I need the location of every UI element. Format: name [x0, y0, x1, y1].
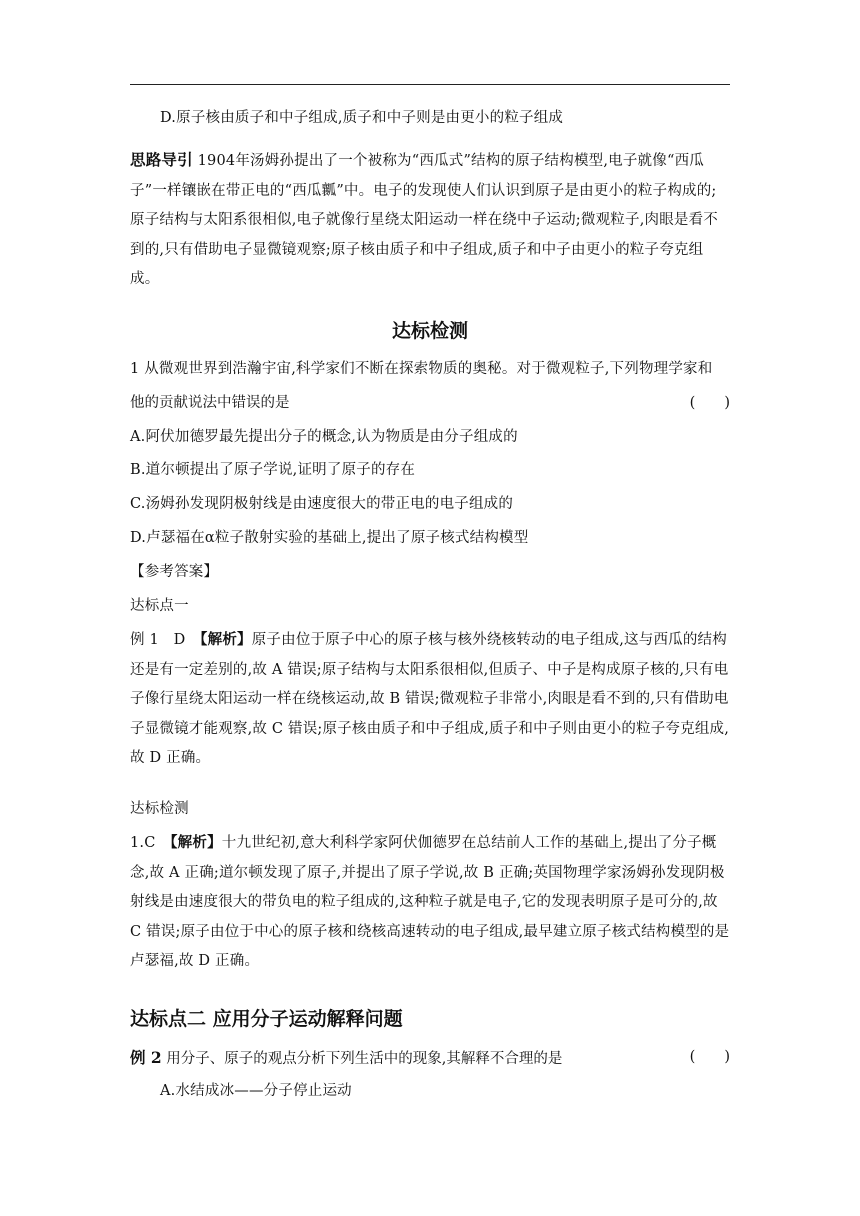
reference-answer-header: 【参考答案】	[130, 564, 219, 580]
guidance-paragraph	[130, 145, 730, 295]
answer-parentheses: ( )	[689, 395, 730, 411]
check-1-analysis-text: 十九世纪初,意大利科学家阿伏伽德罗在总结前人工作的基础上,提出了分子概念,故 A 正确;道尔顿发现了原子,并提出了原子学说,故 B 正确;英国物理学家汤姆孙发现阴极射线是由速度很大的带负电的粒子组成的,这种粒子就是电子,它的发现表明原子是可分的,故 C 错误;原子由位于中心的原子核和绕核高速转动的电子组成,最早建立原子核式结构模型的是卢瑟福,故 D 正确。	[130, 835, 730, 969]
example-1-analysis-text: 原子由位于原子中心的原子核与核外绕核转动的电子组成,这与西瓜的结构还是有一定差别的,故 A 错误;原子结构与太阳系很相似,但质子、中子是构成原子核的,只有电子像行星绕太阳运动一样在绕核运动,故 B 错误;微观粒子非常小,肉眼是看不到的,只有借助电子显微镜才能观察,故 C 错误;原子核由质子和中子组成,质子和中子则由更小的粒子夸克组成,故 D 正确。	[130, 632, 730, 766]
example-2-stem: 用分子、原子的观点分析下列生活中的现象,其解释不合理的是	[166, 1051, 563, 1067]
point-one-label: 达标点一	[130, 598, 189, 614]
header-rule	[130, 84, 730, 85]
point-two-title: 达标点二 应用分子运动解释问题	[130, 1008, 403, 1030]
guidance-text: 1904年汤姆孙提出了一个被称为“西瓜式”结构的原子结构模型,电子就像“西瓜子”一样镶嵌在带正电的“西瓜瓤”中。电子的发现使人们认识到原子是由更小的粒子构成的;原子结构与太阳系很相似,电子就像行星绕太阳运动一样在绕中子运动;微观粒子,肉眼是看不到的,只有借助电子显微镜观察;原子核由质子和中子组成,质子和中子由更小的粒子夸克组成。	[130, 153, 718, 287]
option-d-line: D.原子核由质子和中子组成,质子和中子则是由更小的粒子组成	[160, 110, 564, 126]
example-2-label: 例 2	[130, 1048, 162, 1067]
option-a: A.阿伏加德罗最先提出分子的概念,认为物质是由分子组成的	[130, 429, 518, 445]
example-2-row	[130, 1043, 730, 1075]
guidance-label: 思路导引	[130, 150, 193, 169]
example-2-parentheses: ( )	[689, 1049, 730, 1065]
example-1-answer	[130, 625, 730, 774]
check-label: 达标检测	[130, 801, 189, 817]
example-2-stem-wrap	[130, 1043, 562, 1075]
option-d: D.卢瑟福在α粒子散射实验的基础上,提出了原子核式结构模型	[130, 530, 529, 546]
question-1-stem-line1: 1 从微观世界到浩瀚宇宙,科学家们不断在探索物质的奥秘。对于微观粒子,下列物理学家和	[130, 361, 713, 377]
example-1-analysis-tag: 【解析】	[200, 631, 252, 648]
question-1-stem-line2-row	[130, 389, 730, 419]
option-c: C.汤姆孙发现阴极射线是由速度很大的带正电的电子组成的	[130, 496, 514, 512]
question-1-stem-line2: 他的贡献说法中错误的是	[130, 395, 290, 411]
option-b: B.道尔顿提出了原子学说,证明了原子的存在	[130, 462, 416, 478]
section-title: 达标检测	[391, 320, 468, 342]
example-1-prefix: 例 1 D	[130, 632, 201, 648]
check-1-answer	[130, 828, 730, 977]
check-1-prefix: 1.C	[130, 835, 171, 851]
example-2-option-a: A.水结成冰——分子停止运动	[160, 1083, 352, 1099]
check-1-analysis-tag: 【解析】	[170, 834, 222, 851]
